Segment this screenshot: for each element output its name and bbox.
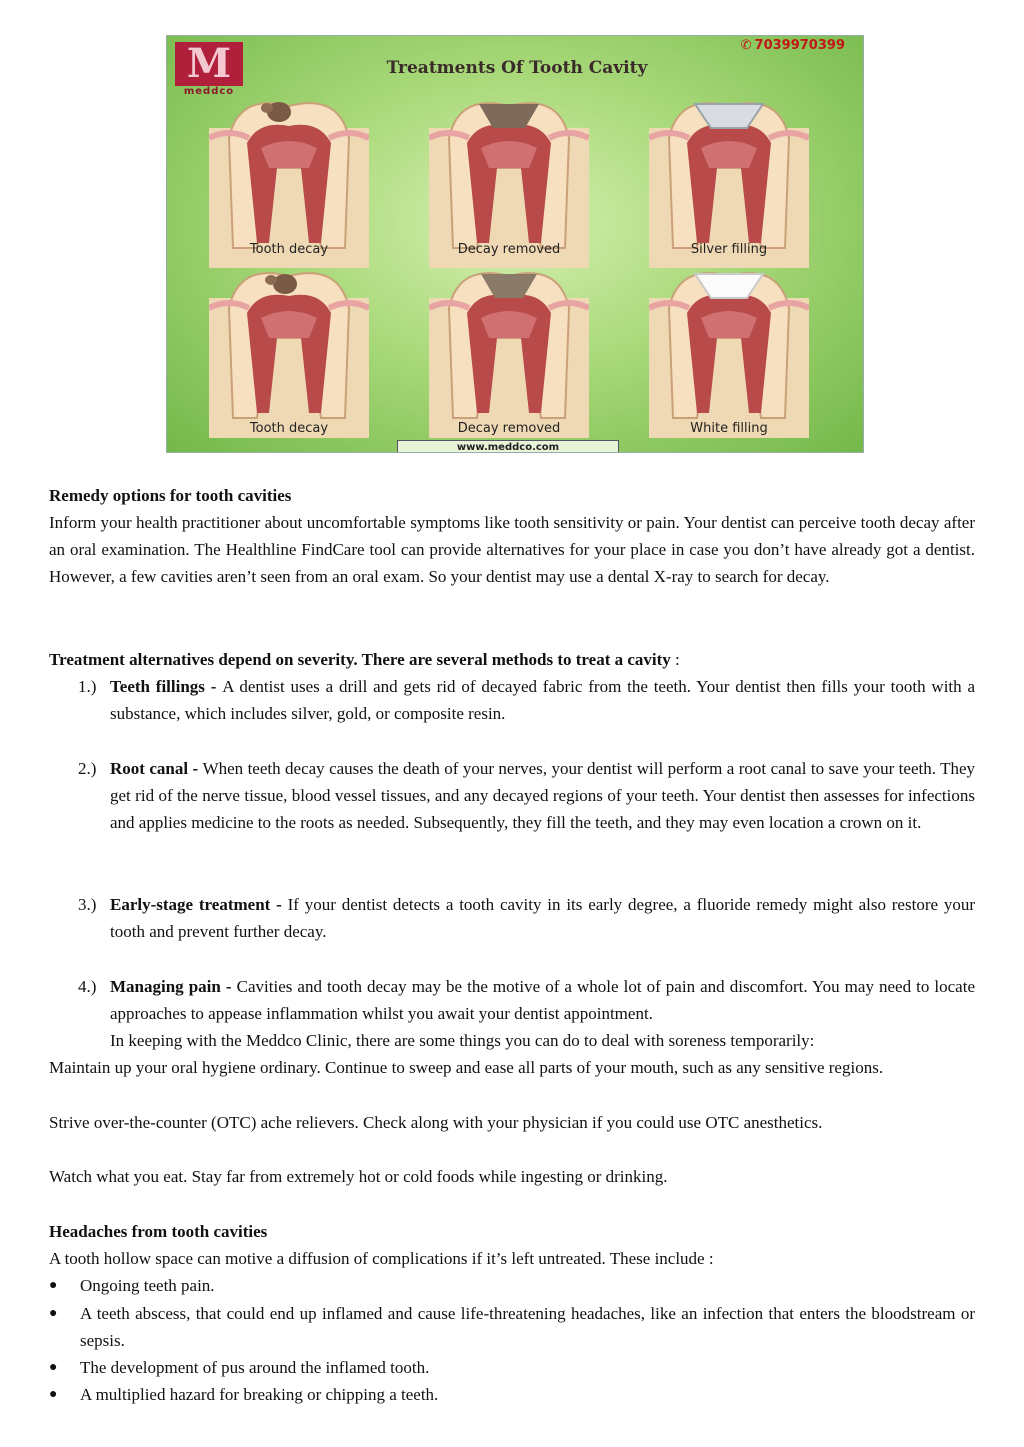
bullet-icon: ● xyxy=(49,1360,58,1375)
bullet-item: Ongoing teeth pain. xyxy=(80,1276,215,1295)
tip-oral-hygiene: Maintain up your oral hygiene ordinary. Continue to sweep and ease all parts of your mouth, such as any sensitive regions. xyxy=(49,1058,884,1077)
caption-tooth-decay-1: Tooth decay xyxy=(249,242,329,257)
website-url: www.meddco.com xyxy=(397,440,619,453)
headaches-heading: Headaches from tooth cavities xyxy=(49,1222,268,1241)
decay-removed-illustration-2 xyxy=(429,268,589,438)
logo-word: meddco xyxy=(183,86,235,97)
caption-white-filling: White filling xyxy=(690,421,768,436)
treatment-heading: Treatment alternatives depend on severity. There are several methods to treat a cavity : xyxy=(49,650,680,669)
infographic-title: Treatments Of Tooth Cavity xyxy=(386,58,648,78)
caption-silver-filling: Silver filling xyxy=(690,242,768,257)
item-2-number: 2.) xyxy=(78,759,97,778)
bullet-item: The development of pus around the inflamed tooth. xyxy=(80,1358,430,1377)
bullet-item: A multiplied hazard for breaking or chipping a teeth. xyxy=(80,1385,439,1404)
phone-number: ✆ 7039970399 xyxy=(740,38,845,53)
headaches-intro: A tooth hollow space can motive a diffusion of complications if it’s left untreated. These include : xyxy=(49,1249,714,1268)
item-managing-pain: Managing pain - Cavities and tooth decay may be the motive of a whole lot of pain and discomfort. You may need to locate approaches to appease inflammation whilst you await your dentist appointment. xyxy=(110,977,975,1024)
bullet-item: A teeth abscess, that could end up inflamed and cause life-threatening headaches, like an infection that enters the bloodstream or sepsis. xyxy=(80,1304,975,1351)
remedy-body: Inform your health practitioner about uncomfortable symptoms like tooth sensitivity or pain. Your dentist can perceive tooth decay after an oral examination. The Healthline FindCare tool can provide alternatives for your place in case you don’t have already got a dentist. However, a few cavities aren’t seen from an oral exam. So your dentist may use a dental X-ray to search for decay. xyxy=(49,513,975,587)
tooth-decay-illustration-2 xyxy=(209,268,369,438)
bullet-icon: ● xyxy=(49,1306,58,1321)
caption-decay-removed-2: Decay removed xyxy=(457,421,561,436)
tip-watch-eat: Watch what you eat. Stay far from extremely hot or cold foods while ingesting or drinking. xyxy=(49,1167,668,1186)
remedy-heading: Remedy options for tooth cavities xyxy=(49,486,292,505)
item-3-number: 3.) xyxy=(78,895,97,914)
meddco-clinic-line: In keeping with the Meddco Clinic, there are some things you can do to deal with soreness temporarily: xyxy=(110,1031,815,1050)
tooth-panel-5 xyxy=(429,268,589,438)
caption-decay-removed-1: Decay removed xyxy=(457,242,561,257)
bullet-icon: ● xyxy=(49,1387,58,1402)
tooth-panel-4 xyxy=(209,268,369,438)
item-teeth-fillings: Teeth fillings - A dentist uses a drill and gets rid of decayed fabric from the teeth. Your dentist then fills your tooth with a substance, which includes silver, gold, or composite resin. xyxy=(110,677,975,724)
item-4-number: 4.) xyxy=(78,977,97,996)
phone-icon: ✆ xyxy=(740,38,752,53)
meddco-logo xyxy=(175,42,243,100)
tip-otc-relievers: Strive over-the-counter (OTC) ache relievers. Check along with your physician if you could use OTC anesthetics. xyxy=(49,1113,823,1132)
tooth-panel-6 xyxy=(649,268,809,438)
logo-letter: M xyxy=(175,42,243,86)
white-filling-illustration xyxy=(649,268,809,438)
caption-tooth-decay-2: Tooth decay xyxy=(249,421,329,436)
bullet-icon: ● xyxy=(49,1278,58,1293)
tooth-cavity-infographic xyxy=(166,35,864,453)
item-early-stage: Early-stage treatment - If your dentist detects a tooth cavity in its early degree, a fluoride remedy might also restore your tooth and prevent further decay. xyxy=(110,895,975,942)
item-1-number: 1.) xyxy=(78,677,97,696)
item-root-canal: Root canal - When teeth decay causes the death of your nerves, your dentist will perform a root canal to save your teeth. They get rid of the nerve tissue, blood vessel tissues, and any decayed regions of your teeth. Your dentist then assesses for infections and applies medicine to the roots as needed. Subsequently, they fill the teeth, and they may even location a crown on it. xyxy=(110,759,975,833)
